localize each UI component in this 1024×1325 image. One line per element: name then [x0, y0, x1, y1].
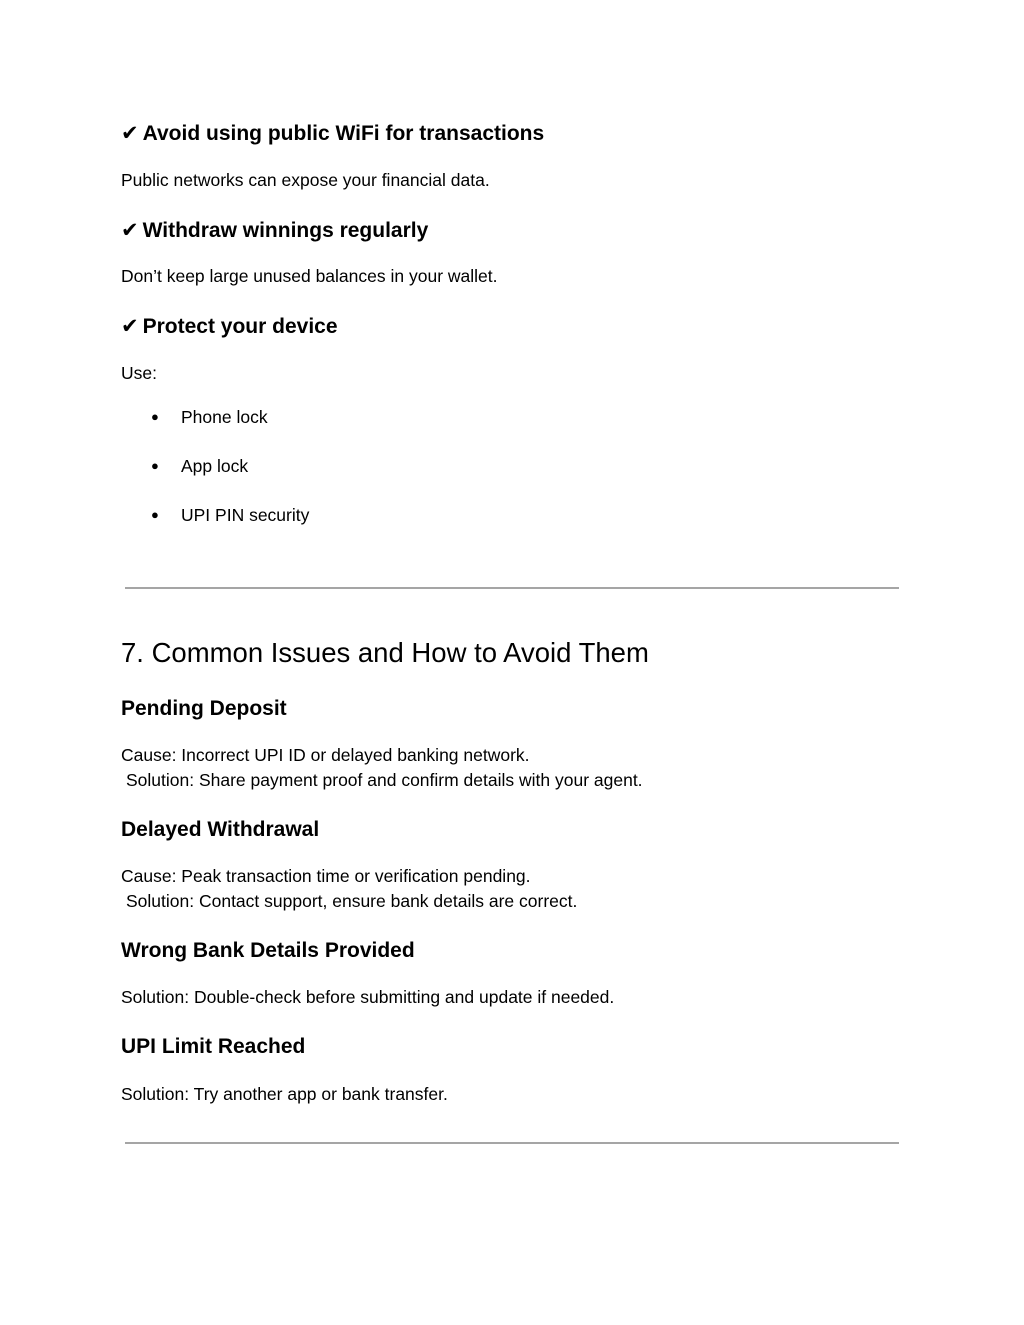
section-title: 7. Common Issues and How to Avoid Them — [121, 637, 649, 668]
issue-solution: Solution: Share payment proof and confirm details with your agent. — [126, 770, 643, 790]
tip-text: Use: — [121, 363, 157, 383]
tip-heading-protect-device — [121, 313, 338, 340]
issue-solution: Solution: Double-check before submitting and update if needed. — [121, 987, 615, 1007]
checkmark-icon: ✔ — [121, 218, 139, 242]
tip-text: Don’t keep large unused balances in your wallet. — [121, 266, 498, 286]
issue-title-wrong-bank-details: Wrong Bank Details Provided — [121, 939, 415, 962]
issue-title-upi-limit: UPI Limit Reached — [121, 1035, 306, 1058]
horizontal-divider — [125, 1142, 899, 1144]
horizontal-divider — [125, 587, 899, 589]
list-item: UPI PIN security — [181, 505, 310, 525]
tip-title: Withdraw winnings regularly — [142, 219, 429, 242]
tip-text: Public networks can expose your financial data. — [121, 170, 490, 190]
list-item: App lock — [181, 456, 249, 476]
tip-heading-withdraw — [121, 217, 428, 244]
issue-solution: Solution: Contact support, ensure bank details are correct. — [126, 891, 578, 911]
bullet-icon: ● — [151, 458, 159, 473]
bullet-icon: ● — [151, 507, 159, 522]
issue-cause: Cause: Incorrect UPI ID or delayed banking network. — [121, 745, 530, 765]
tip-title: Protect your device — [142, 315, 338, 338]
tip-heading-public-wifi — [121, 120, 544, 147]
issue-cause: Cause: Peak transaction time or verification pending. — [121, 866, 531, 886]
list-item: Phone lock — [181, 407, 268, 427]
tip-title: Avoid using public WiFi for transactions — [142, 122, 545, 145]
issue-title-pending-deposit: Pending Deposit — [121, 697, 287, 720]
checkmark-icon: ✔ — [121, 314, 139, 338]
issue-solution: Solution: Try another app or bank transfer. — [121, 1084, 448, 1104]
issue-title-delayed-withdrawal: Delayed Withdrawal — [121, 818, 320, 841]
bullet-icon: ● — [151, 409, 159, 424]
checkmark-icon: ✔ — [121, 121, 139, 145]
